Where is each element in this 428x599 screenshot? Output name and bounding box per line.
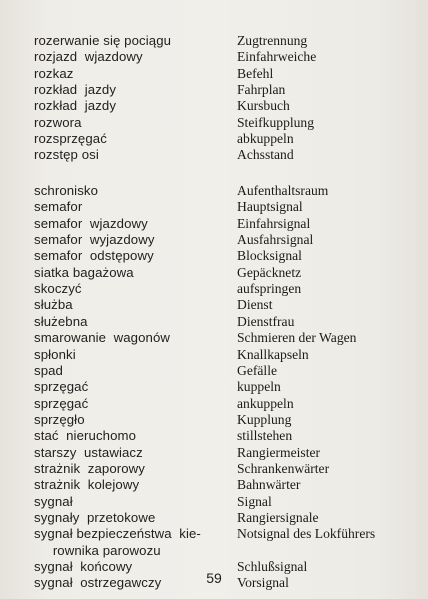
german-term: Rangiersignale bbox=[237, 510, 319, 525]
glossary-row bbox=[0, 199, 428, 215]
polish-term: rozkaz bbox=[34, 65, 74, 81]
glossary-row bbox=[0, 49, 428, 65]
german-term: Dienstfrau bbox=[237, 313, 295, 329]
glossary-row bbox=[0, 347, 428, 363]
german-term: Schmieren der Wagen bbox=[237, 330, 357, 346]
glossary-row bbox=[0, 147, 428, 163]
polish-term: sygnał ostrzegawczy bbox=[34, 575, 162, 591]
german-term: Notsignal des Lokführers bbox=[237, 526, 376, 542]
german-term: Bahnwärter bbox=[237, 477, 301, 493]
glossary-row bbox=[0, 543, 428, 559]
polish-term: skoczyć bbox=[34, 281, 82, 297]
glossary-row bbox=[0, 33, 428, 49]
polish-term: sygnały przetokowe bbox=[34, 510, 156, 525]
german-term: Kupplung bbox=[237, 411, 292, 427]
glossary-row bbox=[0, 428, 428, 444]
glossary-row bbox=[0, 396, 428, 412]
glossary-row bbox=[0, 314, 428, 330]
german-term: Steifkupplung bbox=[237, 114, 315, 130]
german-term: Achsstand bbox=[237, 147, 294, 163]
polish-term: sygnał bbox=[34, 493, 73, 509]
german-term: Einfahrsignal bbox=[237, 215, 311, 231]
german-term: kuppeln bbox=[237, 379, 281, 395]
polish-term: sprzęgać bbox=[34, 395, 89, 411]
glossary-row bbox=[0, 98, 428, 114]
german-term: Gepäcknetz bbox=[237, 264, 302, 280]
glossary-row bbox=[0, 330, 428, 346]
polish-term: służebna bbox=[34, 313, 88, 329]
german-term: Gefälle bbox=[237, 362, 277, 378]
glossary-row bbox=[0, 412, 428, 428]
page-number: 59 bbox=[206, 570, 222, 586]
german-term: Knallkapseln bbox=[237, 346, 309, 362]
glossary-row bbox=[0, 461, 428, 477]
german-term: Schlußsignal bbox=[237, 559, 308, 575]
glossary-row bbox=[0, 232, 428, 248]
glossary-row bbox=[0, 510, 428, 526]
polish-term: spłonki bbox=[34, 346, 76, 362]
glossary-row bbox=[0, 66, 428, 82]
german-term: Aufenthaltsraum bbox=[237, 183, 329, 198]
german-term: Dienst bbox=[237, 297, 273, 313]
german-term: Fahrplan bbox=[237, 82, 286, 98]
german-term: Schrankenwärter bbox=[237, 460, 330, 476]
polish-term: semafor odstępowy bbox=[34, 248, 154, 264]
polish-term: rozjazd wjazdowy bbox=[34, 49, 143, 65]
polish-term: rozkład jazdy bbox=[34, 82, 117, 98]
glossary-row bbox=[0, 379, 428, 395]
polish-term: schronisko bbox=[34, 183, 99, 198]
german-term: ankuppeln bbox=[237, 395, 294, 411]
glossary-row bbox=[0, 494, 428, 510]
glossary-row bbox=[0, 183, 428, 199]
glossary-row bbox=[0, 363, 428, 379]
polish-term: strażnik kolejowy bbox=[34, 477, 140, 493]
glossary-row bbox=[0, 131, 428, 147]
polish-term: sygnał bezpieczeństwa kie- bbox=[34, 526, 201, 542]
polish-term: semafor bbox=[34, 199, 83, 215]
german-term: aufspringen bbox=[237, 281, 302, 297]
polish-term: spad bbox=[34, 362, 63, 378]
german-term: abkuppeln bbox=[237, 131, 294, 147]
glossary-row bbox=[0, 297, 428, 313]
polish-term: rownika parowozu bbox=[34, 542, 161, 558]
polish-term: służba bbox=[34, 297, 73, 313]
glossary-row bbox=[0, 477, 428, 493]
polish-term: rozkład jazdy bbox=[34, 98, 117, 114]
german-term: Einfahrweiche bbox=[237, 49, 317, 65]
polish-term: stać nieruchomo bbox=[34, 428, 137, 444]
polish-term: siatka bagażowa bbox=[34, 264, 134, 280]
polish-term: starszy ustawiacz bbox=[34, 444, 143, 460]
polish-term: semafor wyjazdowy bbox=[34, 232, 155, 248]
german-term: Hauptsignal bbox=[237, 199, 303, 215]
german-term: Vorsignal bbox=[237, 575, 289, 591]
glossary-row bbox=[0, 265, 428, 281]
german-term: Kursbuch bbox=[237, 98, 290, 114]
polish-term: smarowanie wagonów bbox=[34, 330, 171, 346]
polish-term: rozerwanie się pociągu bbox=[34, 33, 172, 48]
german-term: Zugtrennung bbox=[237, 33, 308, 48]
glossary-row bbox=[0, 115, 428, 131]
glossary-row bbox=[0, 248, 428, 264]
german-term: Ausfahrsignal bbox=[237, 232, 314, 248]
german-term: stillstehen bbox=[237, 428, 293, 444]
glossary-row bbox=[0, 445, 428, 461]
german-term: Rangiermeister bbox=[237, 444, 321, 460]
glossary-row bbox=[0, 82, 428, 98]
polish-term: strażnik zaporowy bbox=[34, 460, 146, 476]
german-term: Befehl bbox=[237, 65, 274, 81]
polish-term: sprzęgło bbox=[34, 411, 85, 427]
polish-term: rozstęp osi bbox=[34, 147, 99, 163]
polish-term: semafor wjazdowy bbox=[34, 215, 148, 231]
polish-term: rozsprzęgać bbox=[34, 131, 107, 147]
glossary-row bbox=[0, 216, 428, 232]
german-term: Blocksignal bbox=[237, 248, 302, 264]
polish-term: rozwora bbox=[34, 114, 82, 130]
glossary-row bbox=[0, 281, 428, 297]
glossary-row bbox=[0, 526, 428, 542]
polish-term: sprzęgać bbox=[34, 379, 89, 395]
polish-term: sygnał końcowy bbox=[34, 559, 133, 575]
german-term: Signal bbox=[237, 493, 272, 509]
